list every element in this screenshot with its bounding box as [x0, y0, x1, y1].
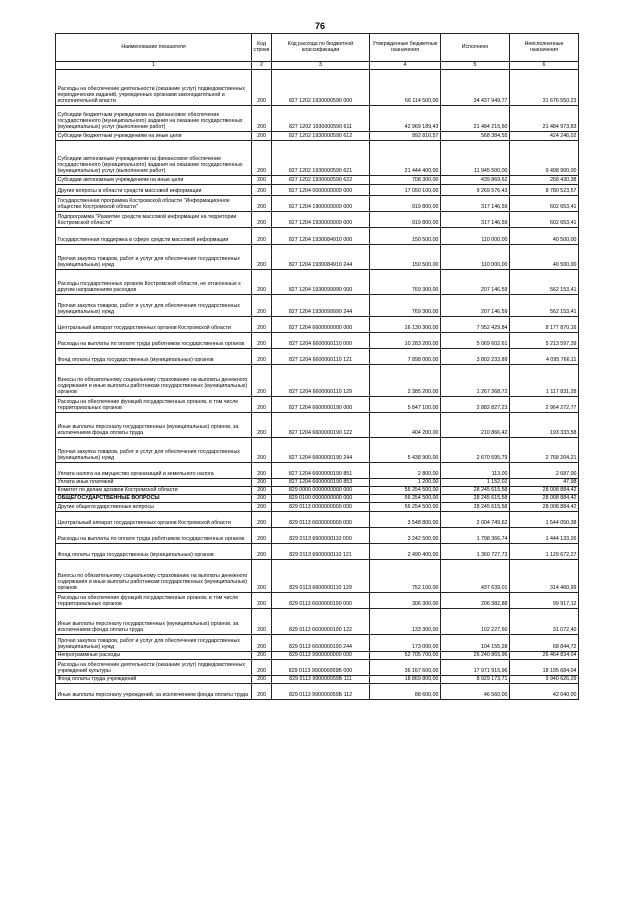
- row-line-code: 200: [252, 365, 272, 397]
- row-classification-code: 827 1204 6600000190 122: [272, 413, 370, 438]
- row-unexecuted-amount: 1 544 050,38: [510, 512, 579, 528]
- row-executed-amount: 5 069 602,61: [441, 333, 510, 349]
- row-line-code: 200: [252, 176, 272, 185]
- table-row: [56, 132, 579, 141]
- row-executed-amount: 206 382,88: [441, 593, 510, 609]
- table-row: [56, 365, 579, 397]
- row-classification-code: 827 1204 6600000190 000: [272, 397, 370, 413]
- row-approved-amount: 2 800,00: [370, 463, 441, 479]
- table-row: [56, 463, 579, 479]
- row-approved-amount: 18 869 800,00: [370, 676, 441, 684]
- page-number: 76: [314, 21, 325, 31]
- row-classification-code: 829 0113 6600000000 000: [272, 512, 370, 528]
- table-row: [56, 212, 579, 228]
- row-indicator-name: Прочая закупка товаров, работ и услуг для обеспечения государственных (муниципальных) нужд: [56, 438, 252, 463]
- row-executed-amount: 1 267 368,72: [441, 365, 510, 397]
- row-approved-amount: 21 444 400,00: [370, 141, 441, 176]
- row-indicator-name: Непрограммные расходы: [56, 652, 252, 660]
- row-unexecuted-amount: 31 072,40: [510, 609, 579, 635]
- row-indicator-name: Взносы по обязательному социальному страхованию на выплаты денежного содержания и иные выплаты работникам государственных (муниципальных) органов: [56, 365, 252, 397]
- table-row: [56, 609, 579, 635]
- row-indicator-name: Иные выплаты персоналу государственных (муниципальных) органов, за исключением фонда оплаты труда: [56, 413, 252, 438]
- row-indicator-name: Другие общегосударственные вопросы: [56, 503, 252, 512]
- row-unexecuted-amount: 8 780 523,57: [510, 185, 579, 196]
- row-indicator-name: Расходы государственных органов Костромской области, не отнесенные к другим направлениям расходов: [56, 270, 252, 295]
- table-row: [56, 295, 579, 317]
- row-line-code: 200: [252, 503, 272, 512]
- table-row: [56, 495, 579, 503]
- row-indicator-name: Прочая закупка товаров, работ и услуг для обеспечения государственных (муниципальных) нужд: [56, 635, 252, 652]
- row-executed-amount: 9 269 576,43: [441, 185, 510, 196]
- table-row: [56, 544, 579, 560]
- row-executed-amount: 110 000,00: [441, 228, 510, 245]
- column-number: 6: [510, 62, 579, 70]
- column-number: 3: [272, 62, 370, 70]
- column-number: 2: [252, 62, 272, 70]
- row-classification-code: 829 0113 6600000190 000: [272, 593, 370, 609]
- row-approved-amount: 56 254 500,00: [370, 487, 441, 495]
- row-classification-code: 827 1204 6600000000 000: [272, 317, 370, 333]
- column-number: 4: [370, 62, 441, 70]
- row-approved-amount: 3 548 800,00: [370, 512, 441, 528]
- row-classification-code: 829 0113 0000000000 000: [272, 503, 370, 512]
- row-line-code: 200: [252, 270, 272, 295]
- row-classification-code: 827 1202 1930000590 000: [272, 70, 370, 106]
- row-classification-code: 827 1202 1930000590 611: [272, 106, 370, 132]
- row-classification-code: 829 0113 990000059Б 112: [272, 684, 370, 700]
- row-classification-code: 829 0113 6600000110 000: [272, 528, 370, 544]
- row-unexecuted-amount: 2 768 204,21: [510, 438, 579, 463]
- row-unexecuted-amount: 562 153,41: [510, 270, 579, 295]
- row-executed-amount: 26 240 865,96: [441, 652, 510, 660]
- row-line-code: 200: [252, 185, 272, 196]
- table-row: [56, 141, 579, 176]
- row-line-code: 200: [252, 212, 272, 228]
- row-classification-code: 827 1204 6600000190 244: [272, 438, 370, 463]
- row-line-code: 200: [252, 528, 272, 544]
- row-line-code: 200: [252, 295, 272, 317]
- row-classification-code: 827 1204 1930084910 244: [272, 245, 370, 270]
- row-executed-amount: 2 004 749,62: [441, 512, 510, 528]
- row-executed-amount: 46 560,00: [441, 684, 510, 700]
- row-executed-amount: 34 437 949,77: [441, 70, 510, 106]
- table-row: [56, 684, 579, 700]
- row-approved-amount: 66 114 500,00: [370, 70, 441, 106]
- row-classification-code: 827 1204 1900000000 000: [272, 196, 370, 212]
- row-unexecuted-amount: 99 917,12: [510, 593, 579, 609]
- row-executed-amount: 1 152,02: [441, 479, 510, 487]
- row-approved-amount: 150 500,00: [370, 228, 441, 245]
- row-classification-code: 829 0113 990000059Б 000: [272, 660, 370, 676]
- row-unexecuted-amount: 68 844,72: [510, 635, 579, 652]
- row-executed-amount: 437 639,01: [441, 560, 510, 593]
- header-approved: Утвержденные бюджетные назначения: [370, 34, 441, 62]
- row-executed-amount: 207 146,59: [441, 270, 510, 295]
- table-row: [56, 70, 579, 106]
- table-row: [56, 413, 579, 438]
- row-executed-amount: 28 245 615,58: [441, 487, 510, 495]
- row-approved-amount: 7 898 000,00: [370, 349, 441, 365]
- table-row: [56, 106, 579, 132]
- row-line-code: 200: [252, 70, 272, 106]
- row-line-code: 200: [252, 333, 272, 349]
- row-line-code: 200: [252, 463, 272, 479]
- row-classification-code: 829 0113 990000059Б 111: [272, 676, 370, 684]
- row-line-code: 200: [252, 438, 272, 463]
- row-line-code: 200: [252, 560, 272, 593]
- table-row: [56, 593, 579, 609]
- row-executed-amount: 7 952 429,84: [441, 317, 510, 333]
- row-unexecuted-amount: 2 964 272,77: [510, 397, 579, 413]
- column-number-row: [56, 62, 579, 70]
- table-row: [56, 676, 579, 684]
- row-classification-code: 827 1202 1930000590 622: [272, 176, 370, 185]
- row-line-code: 200: [252, 660, 272, 676]
- row-unexecuted-amount: 9 498 900,00: [510, 141, 579, 176]
- column-number: 5: [441, 62, 510, 70]
- row-indicator-name: Расходы на обеспечение деятельности (оказание услуг) подведомственных периодических изданий, учрежденных органами законодательной и исполнительной власти: [56, 70, 252, 106]
- row-classification-code: 827 1204 1930099990 244: [272, 295, 370, 317]
- row-approved-amount: 992 810,57: [370, 132, 441, 141]
- row-unexecuted-amount: 31 676 550,23: [510, 70, 579, 106]
- row-line-code: 200: [252, 141, 272, 176]
- row-executed-amount: 28 245 615,58: [441, 503, 510, 512]
- row-executed-amount: 1 798 366,74: [441, 528, 510, 544]
- row-unexecuted-amount: 4 095 766,11: [510, 349, 579, 365]
- row-indicator-name: Взносы по обязательному социальному страхованию на выплаты денежного содержания и иные выплаты работникам государственных (муниципальных) органов: [56, 560, 252, 593]
- row-unexecuted-amount: 9 940 626,29: [510, 676, 579, 684]
- row-classification-code: 827 1204 0000000000 000: [272, 185, 370, 196]
- table-row: [56, 438, 579, 463]
- row-classification-code: 829 0113 6600000190 122: [272, 609, 370, 635]
- table-row: [56, 660, 579, 676]
- row-approved-amount: 42 969 189,43: [370, 106, 441, 132]
- budget-execution-table: [55, 33, 579, 700]
- row-approved-amount: 16 130 300,00: [370, 317, 441, 333]
- row-executed-amount: 317 146,59: [441, 196, 510, 212]
- table-row: [56, 512, 579, 528]
- row-unexecuted-amount: 8 177 870,16: [510, 317, 579, 333]
- row-classification-code: 829 0113 6600000190 244: [272, 635, 370, 652]
- row-classification-code: 827 1204 6600000110 000: [272, 333, 370, 349]
- row-classification-code: 829 0000 0000000000 000: [272, 487, 370, 495]
- row-executed-amount: 207 146,59: [441, 295, 510, 317]
- table-row: [56, 487, 579, 495]
- row-approved-amount: 133 300,00: [370, 609, 441, 635]
- row-approved-amount: 150 500,00: [370, 245, 441, 270]
- row-unexecuted-amount: 28 008 884,42: [510, 495, 579, 503]
- row-line-code: 200: [252, 196, 272, 212]
- table-row: [56, 317, 579, 333]
- row-classification-code: 827 1204 1930099990 000: [272, 270, 370, 295]
- row-line-code: 200: [252, 413, 272, 438]
- row-approved-amount: 769 300,00: [370, 270, 441, 295]
- row-indicator-name: Иные выплаты персоналу учреждений, за исключением фонда оплаты труда: [56, 684, 252, 700]
- row-indicator-name: Субсидии автономным учреждениям на финансовое обеспечение государственного (муниципального) задания на оказание государственных (муниципальных) услуг (выполнение работ): [56, 141, 252, 176]
- row-indicator-name: Фонд оплаты труда учреждений: [56, 676, 252, 684]
- row-approved-amount: 5 438 900,00: [370, 438, 441, 463]
- row-unexecuted-amount: 1 129 672,27: [510, 544, 579, 560]
- row-line-code: 200: [252, 397, 272, 413]
- row-classification-code: 827 1204 6600000190 853: [272, 479, 370, 487]
- table-row: [56, 185, 579, 196]
- row-unexecuted-amount: 21 484 973,83: [510, 106, 579, 132]
- row-unexecuted-amount: 562 153,41: [510, 295, 579, 317]
- row-executed-amount: 568 384,55: [441, 132, 510, 141]
- row-indicator-name: Фонд оплаты труда государственных (муниципальных) органов: [56, 544, 252, 560]
- row-line-code: 200: [252, 349, 272, 365]
- row-approved-amount: 404 200,00: [370, 413, 441, 438]
- row-indicator-name: Другие вопросы в области средств массовой информации: [56, 185, 252, 196]
- row-line-code: 200: [252, 544, 272, 560]
- row-indicator-name: Фонд оплаты труда государственных (муниципальных) органов: [56, 349, 252, 365]
- row-executed-amount: 104 155,28: [441, 635, 510, 652]
- row-classification-code: 829 0100 0000000000 000: [272, 495, 370, 503]
- row-approved-amount: 17 050 100,00: [370, 185, 441, 196]
- row-line-code: 200: [252, 609, 272, 635]
- row-approved-amount: 88 600,00: [370, 684, 441, 700]
- row-indicator-name: Субсидии бюджетным учреждениям на финансовое обеспечение государственного (муниципального) задания на оказание государственных (муниципальных) услуг (выполнение работ): [56, 106, 252, 132]
- row-classification-code: 827 1202 1930000590 612: [272, 132, 370, 141]
- header-budget-classification-code: Код расхода по бюджетной классификации: [272, 34, 370, 62]
- row-executed-amount: 2 670 695,79: [441, 438, 510, 463]
- row-approved-amount: 919 800,00: [370, 196, 441, 212]
- row-executed-amount: 8 929 173,71: [441, 676, 510, 684]
- row-executed-amount: 113,00: [441, 463, 510, 479]
- row-unexecuted-amount: 5 213 597,39: [510, 333, 579, 349]
- row-executed-amount: 11 945 500,00: [441, 141, 510, 176]
- row-classification-code: 827 1204 6600000110 129: [272, 365, 370, 397]
- row-indicator-name: Расходы на выплаты по оплате труда работников государственных органов: [56, 333, 252, 349]
- table-row: [56, 176, 579, 185]
- row-approved-amount: 56 254 500,00: [370, 503, 441, 512]
- row-indicator-name: Государственная поддержка в сфере средств массовой информации: [56, 228, 252, 245]
- row-indicator-name: Субсидии автономным учреждениям на иные цели: [56, 176, 252, 185]
- row-approved-amount: 36 167 600,00: [370, 660, 441, 676]
- row-approved-amount: 769 300,00: [370, 295, 441, 317]
- header-row: [56, 34, 579, 62]
- row-approved-amount: 5 847 100,00: [370, 397, 441, 413]
- row-unexecuted-amount: 1 117 831,28: [510, 365, 579, 397]
- row-unexecuted-amount: 1 444 133,26: [510, 528, 579, 544]
- row-approved-amount: 56 254 500,00: [370, 495, 441, 503]
- row-indicator-name: Субсидии бюджетным учреждениям на иные цели: [56, 132, 252, 141]
- row-line-code: 200: [252, 245, 272, 270]
- row-unexecuted-amount: 40 500,00: [510, 228, 579, 245]
- row-line-code: 200: [252, 676, 272, 684]
- row-indicator-name: Прочая закупка товаров, работ и услуг для обеспечения государственных (муниципальных) нужд: [56, 245, 252, 270]
- row-approved-amount: 2 490 400,00: [370, 544, 441, 560]
- row-indicator-name: Расходы на обеспечение функций государственных органов, в том числе территориальных органов: [56, 397, 252, 413]
- row-approved-amount: 3 242 500,00: [370, 528, 441, 544]
- table-row: [56, 528, 579, 544]
- row-executed-amount: 1 360 727,73: [441, 544, 510, 560]
- row-line-code: 200: [252, 635, 272, 652]
- table-row: [56, 349, 579, 365]
- row-unexecuted-amount: 47,98: [510, 479, 579, 487]
- row-executed-amount: 317 146,59: [441, 212, 510, 228]
- row-approved-amount: 919 800,00: [370, 212, 441, 228]
- row-executed-amount: 439 869,62: [441, 176, 510, 185]
- table-row: [56, 228, 579, 245]
- row-line-code: 200: [252, 495, 272, 503]
- row-indicator-name: Расходы на обеспечение деятельности (оказание услуг) подведомственных учреждений культуры: [56, 660, 252, 676]
- row-executed-amount: 21 484 215,60: [441, 106, 510, 132]
- row-executed-amount: 3 802 233,89: [441, 349, 510, 365]
- row-indicator-name: Комитет по делам архивов Костромской области: [56, 487, 252, 495]
- column-number: 1: [56, 62, 252, 70]
- table-row: [56, 270, 579, 295]
- table-row: [56, 333, 579, 349]
- row-indicator-name: Уплата иных платежей: [56, 479, 252, 487]
- row-indicator-name: Расходы на выплаты по оплате труда работников государственных органов: [56, 528, 252, 544]
- table-row: [56, 652, 579, 660]
- row-approved-amount: 752 100,00: [370, 560, 441, 593]
- row-unexecuted-amount: 28 008 884,42: [510, 487, 579, 495]
- row-line-code: 200: [252, 684, 272, 700]
- row-classification-code: 829 0113 6600000110 129: [272, 560, 370, 593]
- table-row: [56, 245, 579, 270]
- row-indicator-name: Центральный аппарат государственных органов Костромской области: [56, 512, 252, 528]
- row-approved-amount: 708 300,00: [370, 176, 441, 185]
- row-unexecuted-amount: 40 500,00: [510, 245, 579, 270]
- row-indicator-name: ОБЩЕГОСУДАРСТВЕННЫЕ ВОПРОСЫ: [56, 495, 252, 503]
- row-unexecuted-amount: 602 653,41: [510, 196, 579, 212]
- row-classification-code: 827 1204 1930000000 000: [272, 212, 370, 228]
- row-line-code: 200: [252, 652, 272, 660]
- row-indicator-name: Государственная программа Костромской области "Информационное общество Костромской области": [56, 196, 252, 212]
- row-executed-amount: 28 245 615,58: [441, 495, 510, 503]
- row-unexecuted-amount: 424 246,02: [510, 132, 579, 141]
- row-approved-amount: 52 705 700,00: [370, 652, 441, 660]
- row-unexecuted-amount: 26 464 834,04: [510, 652, 579, 660]
- row-unexecuted-amount: 193 333,58: [510, 413, 579, 438]
- header-indicator-name: Наименование показателя: [56, 34, 252, 62]
- row-indicator-name: Центральный аппарат государственных органов Костромской области: [56, 317, 252, 333]
- row-indicator-name: Подпрограмма "Развитие средств массовой информации на территории Костромской области": [56, 212, 252, 228]
- row-executed-amount: 102 227,60: [441, 609, 510, 635]
- row-classification-code: 827 1204 6600000190 851: [272, 463, 370, 479]
- row-indicator-name: Иные выплаты персоналу государственных (муниципальных) органов, за исключением фонда оплаты труда: [56, 609, 252, 635]
- row-line-code: 200: [252, 228, 272, 245]
- header-unexecuted: Неисполненные назначения: [510, 34, 579, 62]
- row-line-code: 200: [252, 512, 272, 528]
- row-indicator-name: Прочая закупка товаров, работ и услуг для обеспечения государственных (муниципальных) нужд: [56, 295, 252, 317]
- row-unexecuted-amount: 18 195 684,04: [510, 660, 579, 676]
- row-line-code: 200: [252, 593, 272, 609]
- row-line-code: 200: [252, 132, 272, 141]
- row-unexecuted-amount: 42 040,00: [510, 684, 579, 700]
- row-executed-amount: 2 882 827,23: [441, 397, 510, 413]
- row-classification-code: 829 0113 6600000110 121: [272, 544, 370, 560]
- row-approved-amount: 306 300,00: [370, 593, 441, 609]
- row-indicator-name: Уплата налога на имущество организаций и земельного налога: [56, 463, 252, 479]
- header-line-code: Код строки: [252, 34, 272, 62]
- row-classification-code: 829 0113 9900000000 000: [272, 652, 370, 660]
- row-line-code: 200: [252, 106, 272, 132]
- row-classification-code: 827 1204 1930084910 000: [272, 228, 370, 245]
- row-indicator-name: Расходы на обеспечение функций государственных органов, в том числе территориальных органов: [56, 593, 252, 609]
- header-executed: Исполнено: [441, 34, 510, 62]
- row-line-code: 200: [252, 487, 272, 495]
- row-executed-amount: 210 866,42: [441, 413, 510, 438]
- table-row: [56, 503, 579, 512]
- row-line-code: 200: [252, 479, 272, 487]
- row-line-code: 200: [252, 317, 272, 333]
- table-row: [56, 560, 579, 593]
- table-row: [56, 635, 579, 652]
- row-approved-amount: 173 000,00: [370, 635, 441, 652]
- row-unexecuted-amount: 28 008 884,42: [510, 503, 579, 512]
- row-executed-amount: 110 000,00: [441, 245, 510, 270]
- table-row: [56, 479, 579, 487]
- row-unexecuted-amount: 2 687,00: [510, 463, 579, 479]
- row-approved-amount: 1 200,00: [370, 479, 441, 487]
- row-unexecuted-amount: 602 653,41: [510, 212, 579, 228]
- row-approved-amount: 10 283 200,00: [370, 333, 441, 349]
- row-unexecuted-amount: 314 460,99: [510, 560, 579, 593]
- row-executed-amount: 17 971 915,96: [441, 660, 510, 676]
- row-approved-amount: 2 385 200,00: [370, 365, 441, 397]
- table-row: [56, 397, 579, 413]
- row-unexecuted-amount: 268 430,38: [510, 176, 579, 185]
- table-row: [56, 196, 579, 212]
- row-classification-code: 827 1204 6600000110 121: [272, 349, 370, 365]
- row-classification-code: 827 1202 1930000590 621: [272, 141, 370, 176]
